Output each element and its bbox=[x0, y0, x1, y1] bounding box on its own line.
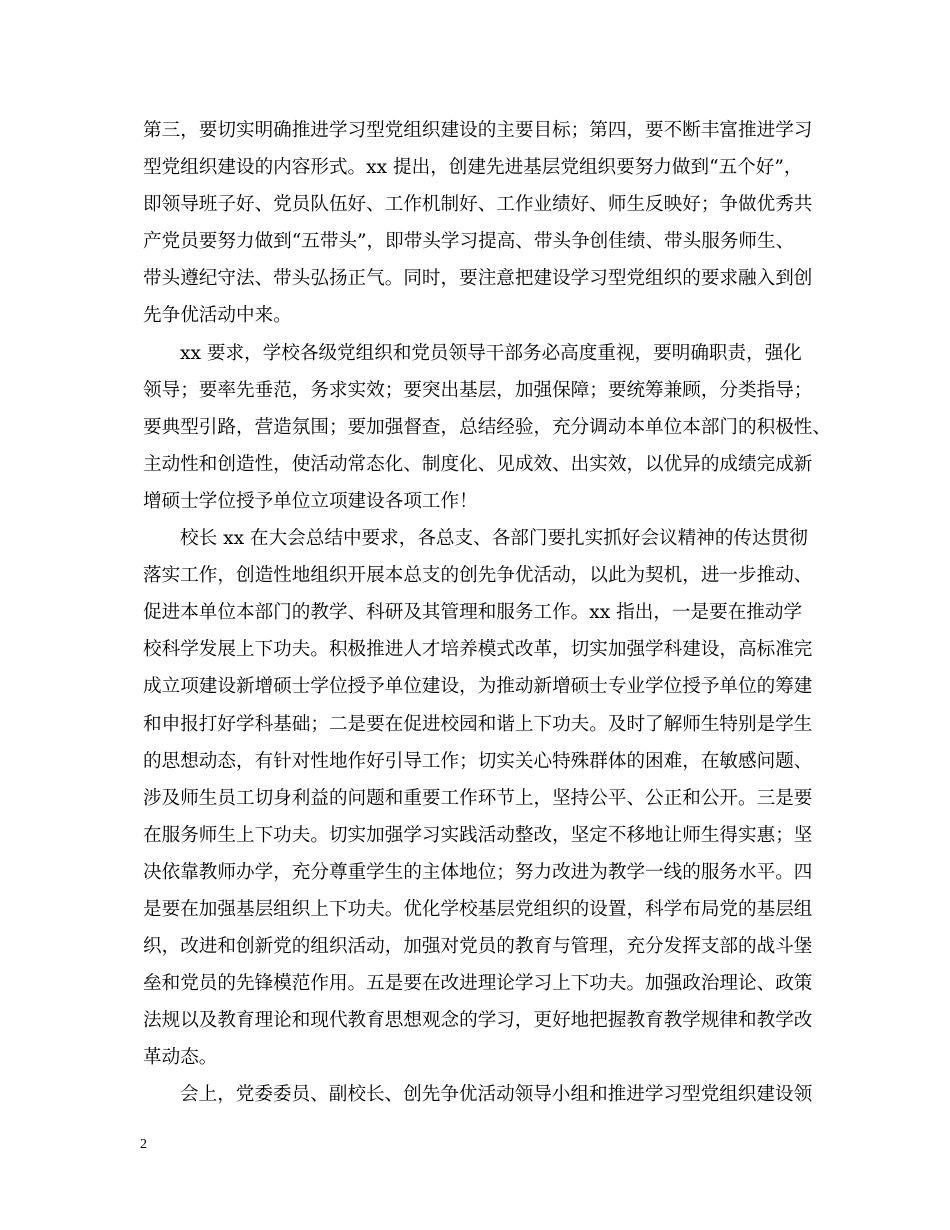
paragraph-first-line: 会上，党委委员、副校长、创先争优活动领导小组和推进学习型党组织建设领 bbox=[180, 1084, 813, 1106]
text-line: 促进本单位本部门的教学、科研及其管理和服务工作。xx 指出，一是要在推动学 bbox=[143, 602, 803, 624]
text-line: 在服务师生上下功夫。切实加强学习实践活动整改，坚定不移地让师生得实惠；坚 bbox=[143, 824, 813, 846]
document-body bbox=[143, 112, 831, 1114]
text-line: 涉及师生员工切身利益的问题和重要工作环节上，坚持公平、公正和公开。三是要 bbox=[143, 787, 813, 809]
text-line: 带头遵纪守法、带头弘扬正气。同时，要注意把建设学习型党组织的要求融入到创 bbox=[143, 268, 813, 290]
text-line: 领导；要率先垂范，务求实效；要突出基层，加强保障；要统筹兼顾，分类指导； bbox=[143, 379, 813, 401]
paragraph-first-line: xx 要求，学校各级党组织和党员领导干部务必高度重视，要明确职责，强化 bbox=[180, 342, 802, 364]
text-line: 落实工作，创造性地组织开展本总支的创先争优活动，以此为契机，进一步推动、 bbox=[143, 565, 813, 587]
text-line: 主动性和创造性，使活动常态化、制度化、见成效、出实效，以优异的成绩完成新 bbox=[143, 453, 813, 475]
text-line: 垒和党员的先锋模范作用。五是要在改进理论学习上下功夫。加强政治理论、政策 bbox=[143, 973, 813, 995]
text-line: 决依靠教师办学，充分尊重学生的主体地位；努力改进为教学一线的服务水平。四 bbox=[143, 861, 813, 883]
text-line: 是要在加强基层组织上下功夫。优化学校基层党组织的设置，科学布局党的基层组 bbox=[143, 898, 813, 920]
text-line: 织，改进和创新党的组织活动，加强对党员的教育与管理，充分发挥支部的战斗堡 bbox=[143, 936, 813, 958]
paragraph-first-line: 校长 xx 在大会总结中要求，各总支、各部门要扎实抓好会议精神的传达贯彻 bbox=[180, 528, 808, 550]
text-line: 法规以及教育理论和现代教育思想观念的学习，更好地把握教育教学规律和教学改 bbox=[143, 1010, 813, 1032]
text-line: 增硕士学位授予单位立项建设各项工作！ bbox=[143, 490, 478, 512]
text-line: 和申报打好学科基础；二是要在促进校园和谐上下功夫。及时了解师生特别是学生 bbox=[143, 713, 813, 735]
text-line: 型党组织建设的内容形式。xx 提出，创建先进基层党组织要努力做到“五个好”， bbox=[143, 157, 803, 179]
text-line: 成立项建设新增硕士学位授予单位建设，为推动新增硕士专业学位授予单位的筹建 bbox=[143, 676, 813, 698]
text-line: 要典型引路，营造氛围；要加强督查，总结经验，充分调动本单位本部门的积极性、 bbox=[143, 416, 831, 438]
text-line: 即领导班子好、党员队伍好、工作机制好、工作业绩好、师生反映好；争做优秀共 bbox=[143, 194, 813, 216]
text-line: 第三，要切实明确推进学习型党组织建设的主要目标；第四，要不断丰富推进学习 bbox=[143, 120, 813, 141]
text-line: 革动态。 bbox=[143, 1047, 218, 1069]
text-line: 产党员要努力做到“五带头”，即带头学习提高、带头争创佳绩、带头服务师生、 bbox=[143, 231, 795, 253]
text-line: 的思想动态，有针对性地作好引导工作；切实关心特殊群体的困难，在敏感问题、 bbox=[143, 750, 813, 772]
text-line: 先争优活动中来。 bbox=[143, 305, 292, 327]
page-number: 2 bbox=[140, 1137, 147, 1152]
text-line: 校科学发展上下功夫。积极推进人才培养模式改革，切实加强学科建设，高标准完 bbox=[143, 639, 813, 661]
